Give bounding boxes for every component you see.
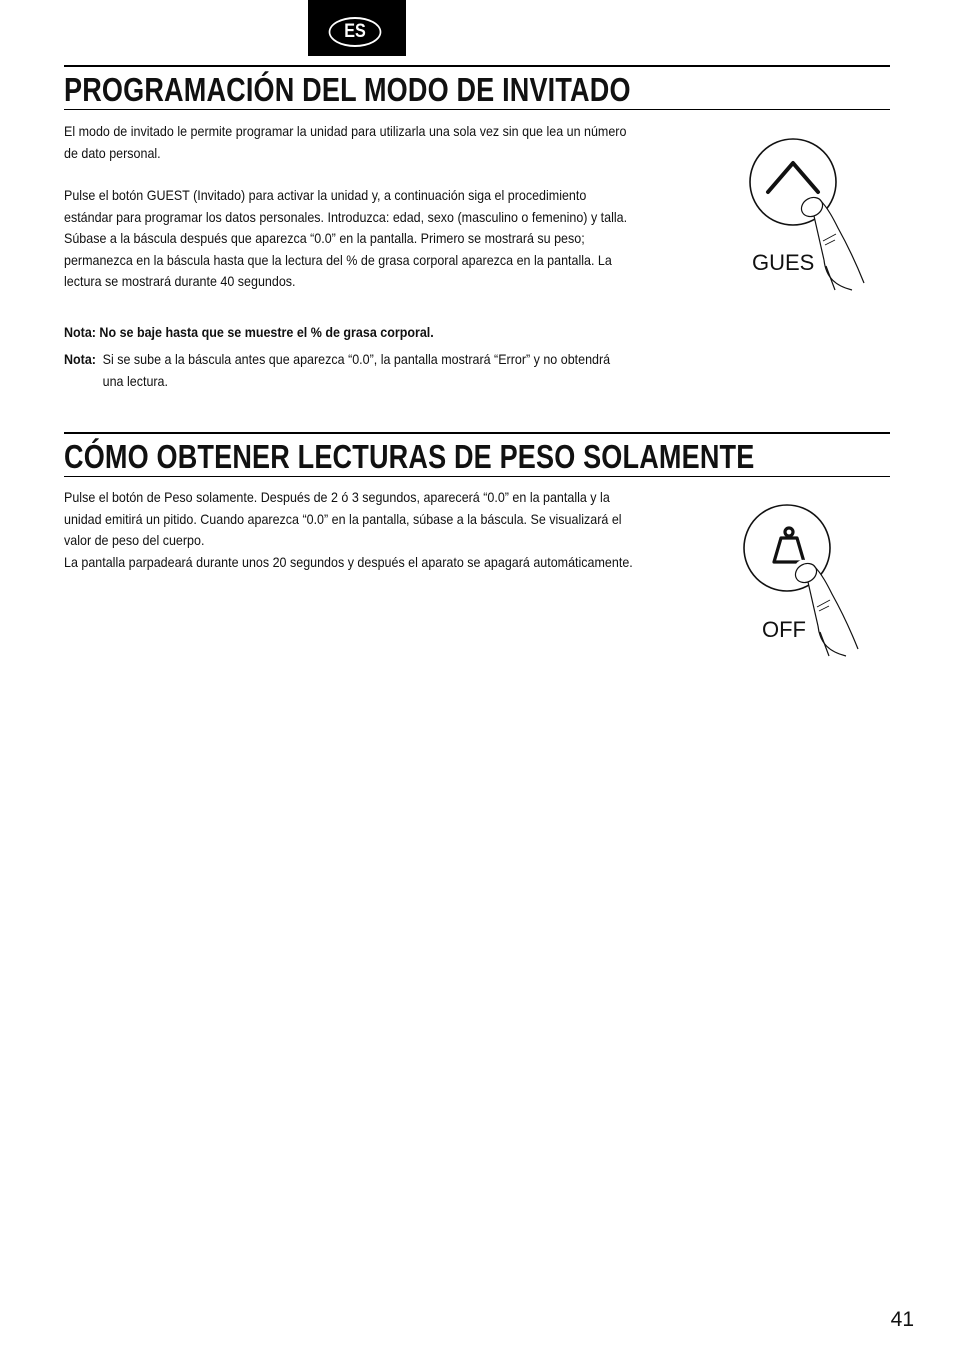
paragraph-line: Pulse el botón de Peso solamente. Después de 2 ó 3 segundos, aparecerá “0.0” en la pantalla y la: [64, 490, 610, 505]
weight-button-illustration: [734, 494, 874, 664]
chevron-up-icon: [768, 163, 818, 192]
weight-icon: [774, 528, 804, 562]
note-label: Nota:: [64, 352, 96, 367]
paragraph-line: El modo de invitado le permite programar la unidad para utilizarla una sola vez sin que lea un número: [64, 124, 627, 139]
paragraph-line: Súbase a la báscula después que aparezca “0.0” en la pantalla. Primero se mostrará su peso;: [64, 231, 585, 246]
section-body: [64, 121, 644, 392]
paragraph-line: valor de peso del cuerpo.: [64, 533, 205, 548]
heading-rule-bottom: [64, 109, 890, 110]
paragraph-line: permanezca en la báscula hasta que la lectura del % de grasa corporal aparezca en la pantalla. La: [64, 252, 612, 268]
heading-rule-bottom: [64, 476, 890, 477]
paragraph-line: La pantalla parpadeará durante unos 20 segundos y después el aparato se apagará automáticamente.: [64, 554, 633, 570]
paragraph-line: lectura se mostrará durante 40 segundos.: [64, 274, 296, 289]
off-button-label: OFF: [762, 617, 806, 642]
note-block: [64, 349, 644, 392]
note-bold: Nota: No se baje hasta que se muestre el % de grasa corporal.: [64, 324, 434, 340]
section-heading: CÓMO OBTENER LECTURAS DE PESO SOLAMENTE: [64, 438, 755, 475]
note-line: una lectura.: [102, 373, 169, 389]
section-body: [64, 487, 644, 573]
language-badge: ES: [329, 17, 382, 47]
paragraph-line: Pulse el botón GUEST (Invitado) para activar la unidad y, a continuación siga el procedimiento: [64, 188, 587, 203]
page-number: 41: [890, 1308, 914, 1331]
guest-button-illustration: [740, 128, 880, 298]
section-heading: PROGRAMACIÓN DEL MODO DE INVITADO: [64, 71, 631, 108]
guest-button-label: GUES: [752, 250, 815, 275]
paragraph-line: unidad emitirá un pitido. Cuando aparezca “0.0” en la pantalla, súbase a la báscula. Se visualizará el: [64, 511, 622, 527]
paragraph-line: estándar para programar los datos personales. Introduzca: edad, sexo (masculino o femenino) y talla.: [64, 209, 628, 225]
note-line: Si se sube a la báscula antes que aparezca “0.0”, la pantalla mostrará “Error” y no obtendrá: [102, 352, 611, 367]
language-tab: [308, 0, 406, 56]
paragraph-line: de dato personal.: [64, 145, 161, 161]
